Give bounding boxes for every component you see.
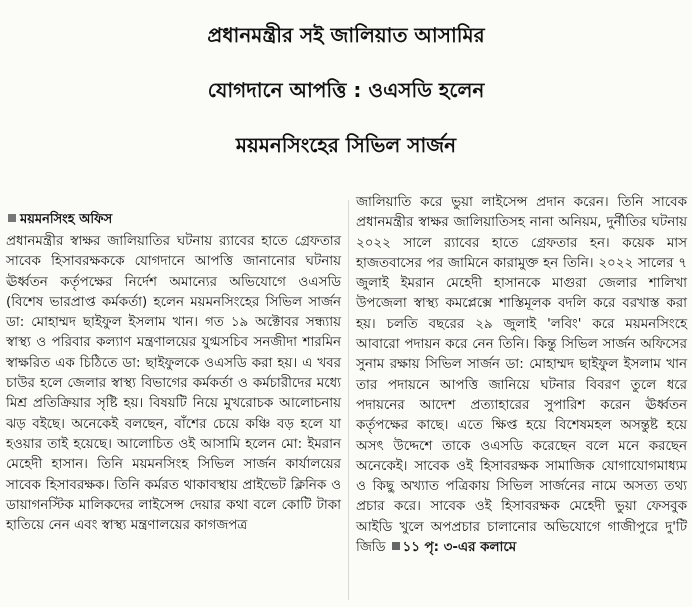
headline-line-2: যোগদানে আপত্তি : ওএসডি হলেন	[207, 78, 485, 102]
headline-line-1: প্রধানমন্ত্রীর সই জালিয়াত আসামির	[207, 23, 485, 47]
article-column-left	[6, 232, 341, 536]
article-column-right	[356, 193, 687, 558]
byline	[8, 210, 112, 231]
continuation-text: ১১ পৃ: ৩-এর কলামে	[402, 540, 517, 556]
byline-text: ময়মনসিংহ অফিস	[20, 212, 113, 227]
headline-line-3: ময়মনসিংহের সিভিল সার্জন	[235, 133, 457, 157]
square-bullet-icon	[392, 542, 400, 550]
square-bullet-icon	[8, 214, 16, 222]
article-paragraph-left: প্রধানমন্ত্রীর স্বাক্ষর জালিয়াতির ঘটনায় র‌্যাবের হাতে গ্রেফতার সাবেক হিসাবরক্ষককে যোগদানে আপত্তি জানানোর ঘটনায় ঊর্ধ্বতন কর্তৃপক্ষের নির্দেশ অমান্যের অভিযোগে ওএসডি (বিশেষ ভারপ্রাপ্ত কর্মকর্তা) হলেন ময়মনসিংহের সিভিল সার্জন ডা: মোহাম্মদ ছাইফুল ইসলাম খান। গত ১৯ অক্টোবর সন্ধ্যায় স্বাস্থ্য ও পরিবার কল্যাণ মন্ত্রণালয়ের যুগ্মসচিব সনজীদা শারমিন স্বাক্ষরিত এক চিঠিতে ডা: ছাইফুলকে ওএসডি করা হয়। এ খবর চাউর হলে জেলার স্বাস্থ্য বিভাগের কর্মকর্তা ও কর্মচারীদের মধ্যে মিশ্র প্রতিক্রিয়ার সৃষ্টি হয়। বিষয়টি নিয়ে মুখরোচক আলোচনায় ঝড় বইছে। অনেকেই বলছেন, বাঁশের চেয়ে কঞ্চি বড় হলে যা হওয়ার তাই হয়েছে। আলোচিত ওই আসামি হলেন মো: ইমরান মেহেদী হাসান। তিনি ময়মনসিংহ সিভিল সার্জন কার্যালয়ের সাবেক হিসাবরক্ষক। তিনি কর্মরত থাকাবস্থায় প্রাইভেট ক্লিনিক ও ডায়াগনস্টিক মালিকদের লাইসেন্স দেয়ার কথা বলে কোটি টাকা হাতিয়ে নেন এবং স্বাস্থ্য মন্ত্রণালয়ের কাগজপত্র	[6, 234, 341, 534]
column-divider	[348, 200, 349, 600]
article-paragraph-right	[356, 193, 687, 558]
continuation-reference	[392, 538, 517, 558]
headline	[0, 8, 692, 173]
article-text-right: জালিয়াতি করে ভুয়া লাইসেন্স প্রদান করেন। তিনি সাবেক প্রধানমন্ত্রীর স্বাক্ষর জালিয়াতিসহ নানা অনিয়ম, দুর্নীতির ঘটনায় ২০২২ সালে র‌্যাবের হাতে গ্রেফতার হন। কয়েক মাস হাজতবাসের পর জামিনে কারামুক্ত হন তিনি। ২০২২ সালের ৭ জুলাই ইমরান মেহেদী হাসানকে মাগুরা জেলার শালিখা উপজেলা স্বাস্থ্য কমপ্লেক্সে শাস্তিমূলক বদলি করে বরখাস্ত করা হয়। চলতি বছরের ২৯ জুলাই 'লবিং' করে ময়মনসিংহে আবারো পদায়ন করে নেন তিনি। কিন্তু সিভিল সার্জন অফিসের সুনাম রক্ষায় সিভিল সার্জন ডা: মোহাম্মদ ছাইফুল ইসলাম খান তার পদায়নে আপত্তি জানিয়ে ঘটনার বিবরণ তুলে ধরে পদায়নের আদেশ প্রত্যাহারের সুপারিশ করেন ঊর্ধ্বতন কর্তৃপক্ষের কাছে। এতে ক্ষিপ্ত হয়ে বিশেষমহল অসন্তুষ্ট হয়ে অসৎ উদ্দেশে তাকে ওএসডি করেছেন বলে মনে করছেন অনেকেই। সাবেক ওই হিসাবরক্ষক সামাজিক যোগাযোগমাধ্যম ও কিছু অখ্যাত পত্রিকায় সিভিল সার্জনের নামে অসত্য তথ্য প্রচার করে। সাবেক ওই হিসাবরক্ষক মেহেদী ভুয়া ফেসবুক আইডি খুলে অপপ্রচার চালানোর অভিযোগে গাজীপুরে দু'টি জিডি	[356, 195, 687, 556]
